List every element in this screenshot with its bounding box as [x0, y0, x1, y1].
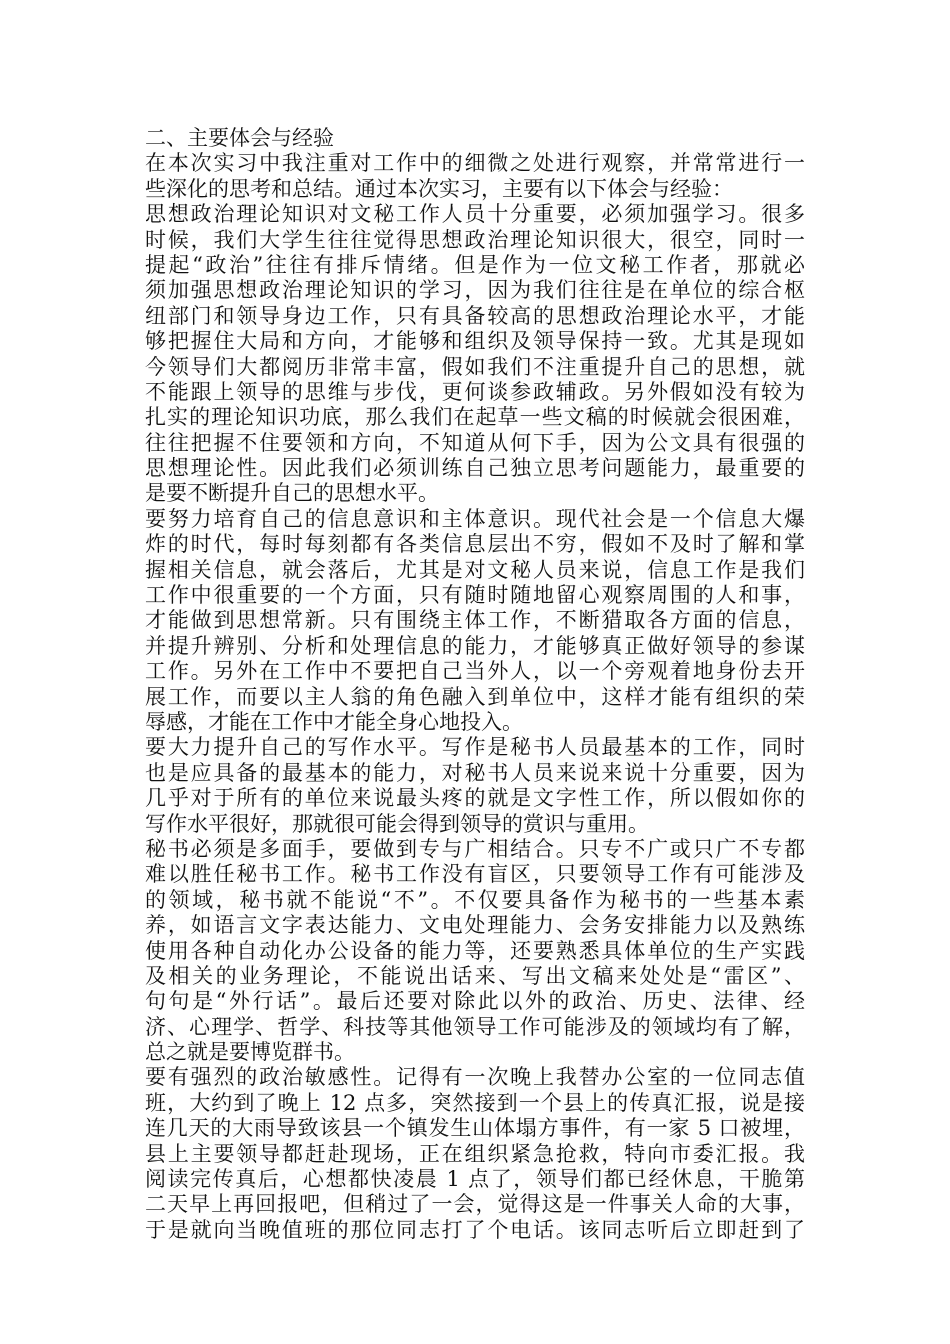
paragraph-3-line-6: 并提升辨别、分析和处理信息的能力，才能够真正做好领导的参谋 [145, 633, 805, 658]
paragraph-2-line-5: 纽部门和领导身边工作，只有具备较高的思想政治理论水平，才能 [145, 303, 805, 328]
paragraph-5-line-7: 句句是“外行话”。最后还要对除此以外的政治、历史、法律、经 [145, 989, 805, 1014]
paragraph-6-line-2: 班，大约到了晚上 12 点多，突然接到一个县上的传真汇报，说是接 [145, 1090, 805, 1115]
paragraph-5-line-5: 使用各种自动化办公设备的能力等，还要熟悉具体单位的生产实践 [145, 938, 805, 963]
section-heading: 二、主要体会与经验 [145, 126, 334, 150]
paragraph-3-line-7: 工作。另外在工作中不要把自己当外人，以一个旁观着地身份去开 [145, 659, 805, 684]
paragraph-2-line-1: 思想政治理论知识对文秘工作人员十分重要，必须加强学习。很多 [145, 202, 805, 227]
paragraph-4-line-4: 写作水平很好，那就很可能会得到领导的赏识与重用。 [145, 811, 649, 836]
paragraph-6-line-6: 二天早上再回报吧，但稍过了一会，觉得这是一件事关人命的大事， [145, 1192, 805, 1217]
paragraph-5-line-3: 的领域，秘书就不能说“不”。不仅要具备作为秘书的一些基本素 [145, 887, 805, 912]
paragraph-2-line-2: 时候，我们大学生往往觉得思想政治理论知识很大，很空，同时一 [145, 227, 805, 252]
paragraph-2-line-7: 今领导们大都阅历非常丰富，假如我们不注重提升自己的思想，就 [145, 354, 805, 379]
paragraph-4-line-3: 几乎对于所有的单位来说最头疼的就是文字性工作，所以假如你的 [145, 786, 805, 811]
paragraph-3-line-1: 要努力培育自己的信息意识和主体意识。现代社会是一个信息大爆 [145, 506, 805, 531]
paragraph-2-line-11: 思想理论性。因此我们必须训练自己独立思考问题能力，最重要的 [145, 456, 805, 481]
paragraph-5-line-1: 秘书必须是多面手，要做到专与广相结合。只专不广或只广不专都 [145, 836, 805, 861]
paragraph-5-line-9: 总之就是要博览群书。 [145, 1040, 355, 1065]
paragraph-3-line-5: 才能做到思想常新。只有围绕主体工作，不断猎取各方面的信息， [145, 608, 805, 633]
paragraph-1-line-1: 在本次实习中我注重对工作中的细微之处进行观察，并常常进行一 [145, 151, 805, 176]
paragraph-2-line-6: 够把握住大局和方向，才能够和组织及领导保持一致。尤其是现如 [145, 329, 805, 354]
paragraph-6-line-4: 县上主要领导都赶赴现场，正在组织紧急抢救，特向市委汇报。我 [145, 1141, 805, 1166]
paragraph-2-line-12: 是要不断提升自己的思想水平。 [145, 481, 439, 506]
paragraph-3-line-2: 炸的时代，每时每刻都有各类信息层出不穷，假如不及时了解和掌 [145, 532, 805, 557]
paragraph-3-line-3: 握相关信息，就会落后，尤其是对文秘人员来说，信息工作是我们 [145, 557, 805, 582]
paragraph-6-line-5: 阅读完传真后，心想都快凌晨 1 点了，领导们都已经休息，干脆第 [145, 1167, 805, 1192]
paragraph-5-line-2: 难以胜任秘书工作。秘书工作没有盲区，只要领导工作有可能涉及 [145, 862, 805, 887]
paragraph-5-line-8: 济、心理学、哲学、科技等其他领导工作可能涉及的领域均有了解， [145, 1014, 805, 1039]
paragraph-1-line-2: 些深化的思考和总结。通过本次实习，主要有以下体会与经验： [145, 176, 733, 201]
paragraph-6-line-3: 连几天的大雨导致该县一个镇发生山体塌方事件，有一家 5 口被埋， [145, 1116, 805, 1141]
document-body [145, 126, 805, 1243]
paragraph-4-line-1: 要大力提升自己的写作水平。写作是秘书人员最基本的工作，同时 [145, 735, 805, 760]
paragraph-3-line-4: 工作中很重要的一个方面，只有随时随地留心观察周围的人和事， [145, 583, 805, 608]
paragraph-2-line-10: 往往把握不住要领和方向，不知道从何下手，因为公文具有很强的 [145, 430, 805, 455]
paragraph-2-line-3: 提起“政治”往往有排斥情绪。但是作为一位文秘工作者，那就必 [145, 252, 805, 277]
paragraph-6-line-1: 要有强烈的政治敏感性。记得有一次晚上我替办公室的一位同志值 [145, 1065, 805, 1090]
paragraph-2-line-4: 须加强思想政治理论知识的学习，因为我们往往是在单位的综合枢 [145, 278, 805, 303]
paragraph-3-line-9: 辱感，才能在工作中才能全身心地投入。 [145, 709, 523, 734]
paragraph-3-line-8: 展工作，而要以主人翁的角色融入到单位中，这样才能有组织的荣 [145, 684, 805, 709]
paragraph-2-line-9: 扎实的理论知识功底，那么我们在起草一些文稿的时候就会很困难， [145, 405, 805, 430]
paragraph-5-line-4: 养，如语言文字表达能力、文电处理能力、会务安排能力以及熟练 [145, 913, 805, 938]
paragraph-5-line-6: 及相关的业务理论，不能说出话来、写出文稿来处处是“雷区”、 [145, 963, 805, 988]
paragraph-2-line-8: 不能跟上领导的思维与步伐，更何谈参政辅政。另外假如没有较为 [145, 379, 805, 404]
paragraph-4-line-2: 也是应具备的最基本的能力，对秘书人员来说来说十分重要，因为 [145, 760, 805, 785]
paragraph-6-line-7: 于是就向当晚值班的那位同志打了个电话。该同志听后立即赶到了 [145, 1217, 805, 1242]
